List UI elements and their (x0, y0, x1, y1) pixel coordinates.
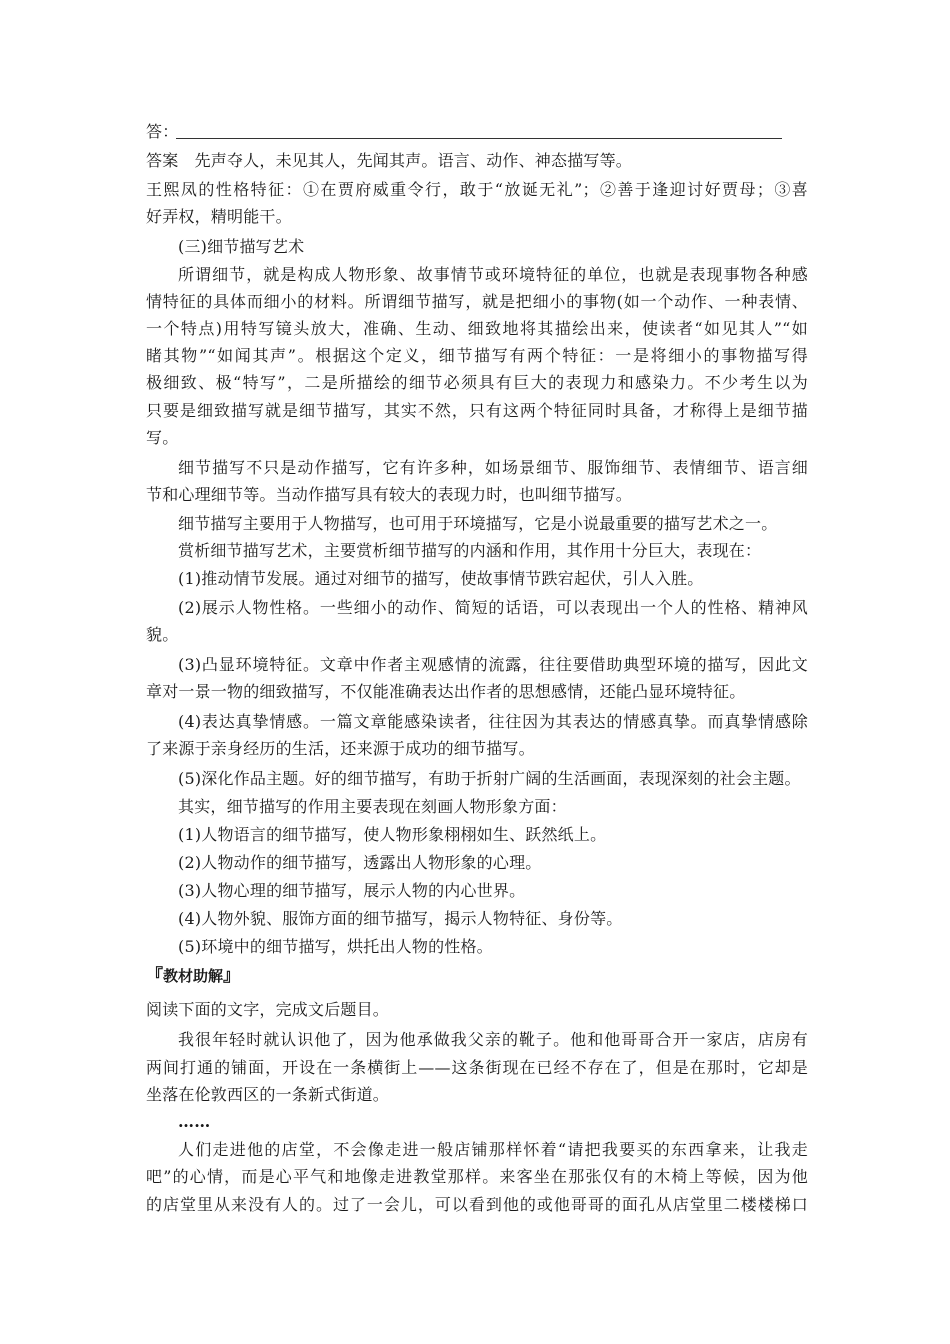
paragraph-line: 极细致、极“特写”，二是所描绘的细节必须具有巨大的表现力和感染力。不少考生以为 (146, 373, 808, 392)
ellipsis: …… (178, 1112, 211, 1131)
paragraph-line: 只要是细致描写就是细节描写，其实不然，只有这两个特征同时具备，才称得上是细节描 (146, 401, 808, 420)
list-item: (4)表达真挚情感。一篇文章能感染读者，往往因为其表达的情感真挚。而真挚情感除 (178, 712, 808, 731)
story-line: 两间打通的铺面，开设在一条横街上——这条街现在已经不存在了，但是在那时，它却是 (146, 1058, 808, 1077)
list-item: (3)人物心理的细节描写，展示人物的内心世界。 (178, 881, 526, 900)
list-item: 了来源于亲身经历的生活，还来源于成功的细节描写。 (146, 739, 535, 758)
paragraph-line: 节和心理细节等。当动作描写具有较大的表现力时，也叫细节描写。 (146, 485, 633, 504)
list-item: 貌。 (146, 625, 179, 644)
story-line: 我很年轻时就认识他了，因为他承做我父亲的靴子。他和他哥哥合开一家店，店房有 (178, 1030, 808, 1049)
story-line: 坐落在伦敦西区的一条新式街道。 (146, 1085, 390, 1104)
list-item: (4)人物外貌、服饰方面的细节描写，揭示人物特征、身份等。 (178, 909, 623, 928)
section-bracket-open: 『 (146, 966, 163, 986)
trait-line: 好弄权，精明能干。 (146, 207, 292, 226)
paragraph-line: 一个特点)用特写镜头放大，准确、生动、细致地将其描绘出来，使读者“如见其人”“如 (146, 319, 808, 338)
answer-prompt: 答： (146, 122, 179, 141)
paragraph-line: 写。 (146, 428, 179, 447)
list-item: (5)环境中的细节描写，烘托出人物的性格。 (178, 937, 493, 956)
paragraph-line: 赏析细节描写艺术，主要赏析细节描写的内涵和作用，其作用十分巨大，表现在： (178, 541, 762, 560)
paragraph-line: 细节描写不只是动作描写，它有许多种，如场景细节、服饰细节、表情细节、语言细 (178, 458, 808, 477)
section-heading: (三)细节描写艺术 (178, 237, 305, 256)
list-item: (5)深化作品主题。好的细节描写，有助于折射广阔的生活画面，表现深刻的社会主题。 (178, 769, 801, 788)
story-line: 人们走进他的店堂，不会像走进一般店铺那样怀着“请把我要买的东西拿来，让我走 (178, 1140, 808, 1159)
list-item: 章对一景一物的细致描写，不仅能准确表达出作者的思想感情，还能凸显环境特征。 (146, 682, 746, 701)
list-item: (1)推动情节发展。通过对细节的描写，使故事情节跌宕起伏，引人入胜。 (178, 569, 704, 588)
answer-text: 答案 先声夺人，未见其人，先闻其声。语言、动作、神态描写等。 (146, 151, 633, 170)
paragraph-line: 情特征的具体而细小的材料。所谓细节描写，就是把细小的事物(如一个动作、一种表情、 (146, 292, 808, 311)
list-item: (1)人物语言的细节描写，使人物形象栩栩如生、跃然纸上。 (178, 825, 607, 844)
story-line: 吧”的心情，而是心平气和地像走进教堂那样。来客坐在那张仅有的木椅上等候，因为他 (146, 1167, 808, 1186)
section-label-text: 教材助解 (163, 967, 224, 985)
paragraph-line: 所谓细节，就是构成人物形象、故事情节或环境特征的单位，也就是表现事物各种感 (178, 265, 808, 284)
paragraph-line: 其实，细节描写的作用主要表现在刻画人物形象方面： (178, 797, 567, 816)
reading-instruction: 阅读下面的文字，完成文后题目。 (146, 1000, 390, 1019)
trait-line: 王熙凤的性格特征：①在贾府威重令行，敢于“放诞无礼”；②善于逢迎讨好贾母；③喜 (146, 180, 808, 199)
paragraph-line: 细节描写主要用于人物描写，也可用于环境描写，它是小说最重要的描写艺术之一。 (178, 514, 778, 533)
section-bracket-close: 』 (223, 966, 241, 986)
story-line: 的店堂里从来没有人的。过了一会儿，可以看到他的或他哥哥的面孔从店堂里二楼楼梯口 (146, 1195, 808, 1214)
list-item: (2)人物动作的细节描写，透露出人物形象的心理。 (178, 853, 542, 872)
section-label (146, 966, 240, 986)
paragraph-line: 睹其物”“如闻其声”。根据这个定义，细节描写有两个特征：一是将细小的事物描写得 (146, 346, 808, 365)
list-item: (3)凸显环境特征。文章中作者主观感情的流露，往往要借助典型环境的描写，因此文 (178, 655, 808, 674)
list-item: (2)展示人物性格。一些细小的动作、简短的话语，可以表现出一个人的性格、精神风 (178, 598, 808, 617)
